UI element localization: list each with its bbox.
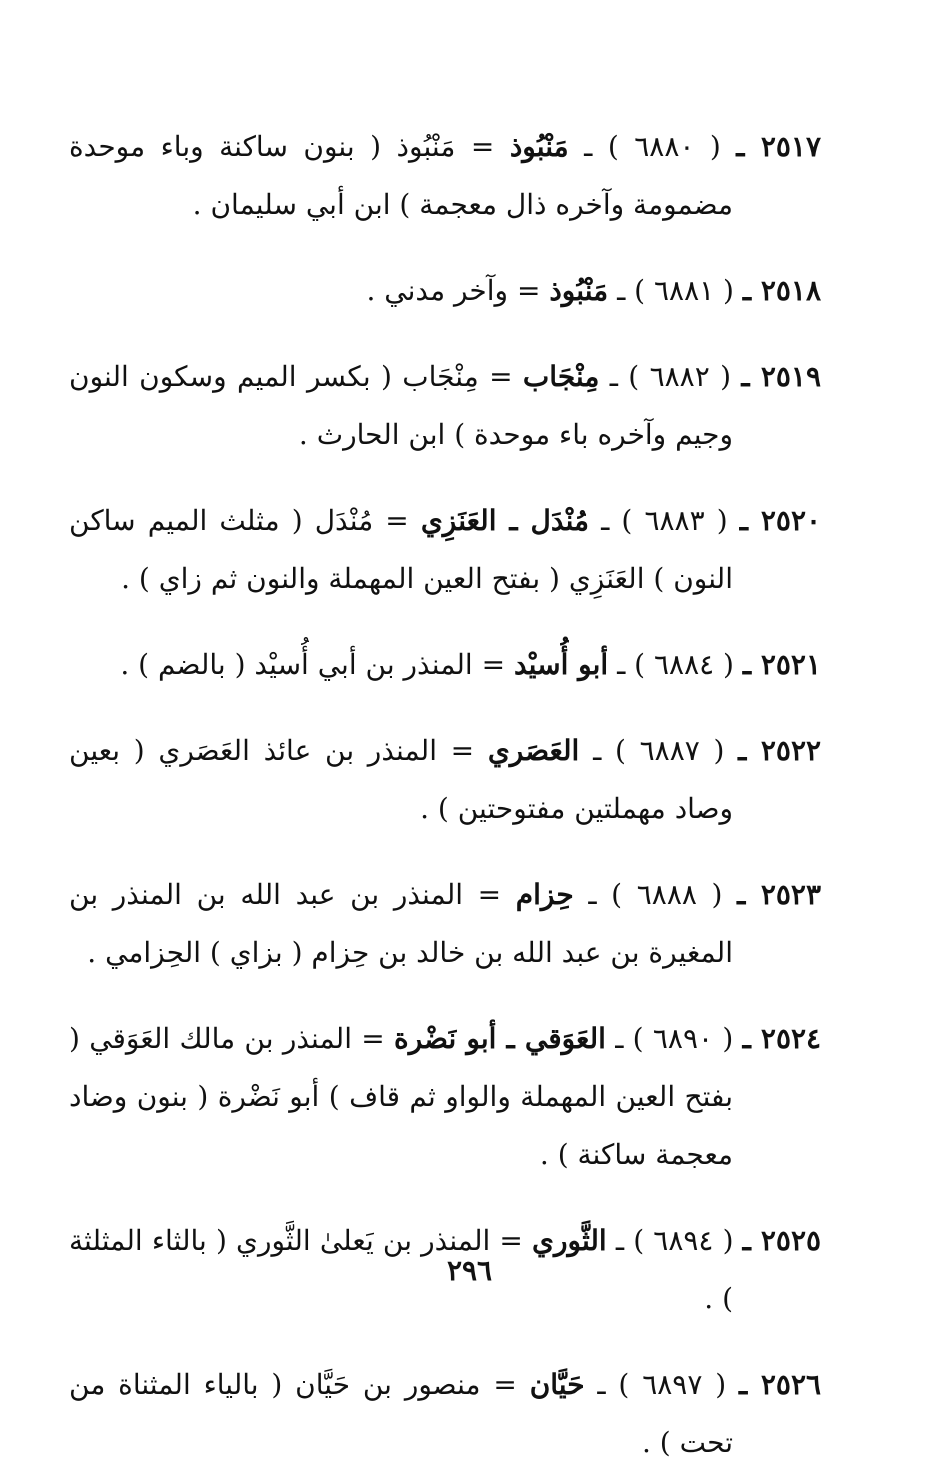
entry-headword: مُنْدَل ـ العَنَزِي [420, 504, 590, 537]
entry [69, 636, 821, 694]
entry-number: ٢٥٢٥ ـ [742, 1224, 822, 1257]
entry-headword: مَنْبُوذ [509, 130, 569, 163]
entry-headword: العَوَقي ـ أبو نَضْرة [394, 1022, 606, 1055]
entry-headword: الثَّوري [532, 1224, 607, 1257]
entry-text: = وآخر مدني . [366, 274, 541, 307]
entry-number: ٢٥١٨ ـ [742, 274, 821, 307]
entry [69, 866, 821, 982]
entry-reference: ( ٦٨٩٧ ) ـ [597, 1368, 727, 1401]
entry-reference: ( ٦٨٨٣ ) ـ [601, 504, 728, 537]
entry-number: ٢٥٢٢ ـ [738, 734, 822, 767]
entry-text: = منصور بن حَيَّان ( بالياء المثناة من تحت ) . [69, 1368, 733, 1459]
entry-reference: ( ٦٨٨٧ ) ـ [593, 734, 725, 767]
entry [69, 262, 821, 320]
entry-reference: ( ٦٨٨١ ) ـ [617, 274, 734, 307]
entry-text: = مَنْبُوذ ( بنون ساكنة وباء موحدة مضمومة وآخره ذال معجمة ) ابن أبي سليمان . [69, 130, 733, 221]
entry [69, 492, 821, 608]
entry-number: ٢٥٢٦ ـ [738, 1368, 822, 1401]
entry-reference: ( ٦٨٨٨ ) ـ [588, 878, 723, 911]
entry [69, 722, 821, 838]
entry-text: = المنذر بن مالك العَوَقي ( بفتح العين المهملة والواو ثم قاف ) أبو نَضْرة ( بنون وضاد معجمة ساكنة ) . [69, 1022, 733, 1171]
entry [69, 118, 821, 234]
entry-headword: أبو أُسيْد [513, 648, 609, 681]
entry-text: = المنذر بن عائذ العَصَري ( بعين وصاد مهملتين مفتوحتين ) . [69, 734, 733, 825]
entry [69, 1010, 821, 1184]
entry-text: = مِنْجَاب ( بكسر الميم وسكون النون وجيم وآخره باء موحدة ) ابن الحارث . [69, 360, 733, 451]
entry-reference: ( ٦٨٨٤ ) ـ [617, 648, 734, 681]
entry-number: ٢٥١٩ ـ [741, 360, 821, 393]
entry-text: = مُنْدَل ( مثلث الميم ساكن النون ) العَنَزِي ( بفتح العين المهملة والنون ثم زاي ) . [69, 504, 733, 595]
entry-headword: مَنْبُوذ [549, 274, 609, 307]
entry-reference: ( ٦٨٩٠ ) ـ [615, 1022, 734, 1055]
entry-reference: ( ٦٨٩٤ ) ـ [615, 1224, 734, 1257]
entry-reference: ( ٦٨٨٠ ) ـ [584, 130, 721, 163]
entry-headword: مِنْجَاب [522, 360, 600, 393]
entry-headword: العَصَري [487, 734, 580, 767]
entry [69, 348, 821, 464]
entry [69, 1356, 821, 1472]
entry-text: = المنذر بن يَعلىٰ الثَّوري ( بالثاء المثلثة ) . [69, 1224, 733, 1315]
entry-number: ٢٥٢٤ ـ [742, 1022, 822, 1055]
entry-headword: حِزام [515, 878, 574, 911]
entry-number: ٢٥٢٣ ـ [737, 878, 821, 911]
entry-number: ٢٥١٧ ـ [736, 130, 821, 163]
entry-text: = المنذر بن عبد الله بن المنذر بن المغيرة بن عبد الله بن خالد بن حِزام ( بزاي ) الحِزامي . [69, 878, 733, 969]
entry-headword: حَيَّان [529, 1368, 585, 1401]
entry-text: = المنذر بن أبي أُسيْد ( بالضم ) . [120, 648, 506, 681]
entry-number: ٢٥٢٠ ـ [739, 504, 822, 537]
entry-reference: ( ٦٨٨٢ ) ـ [609, 360, 732, 393]
entry-number: ٢٥٢١ ـ [742, 648, 821, 681]
page-number: ٢٩٦ [446, 1254, 493, 1287]
